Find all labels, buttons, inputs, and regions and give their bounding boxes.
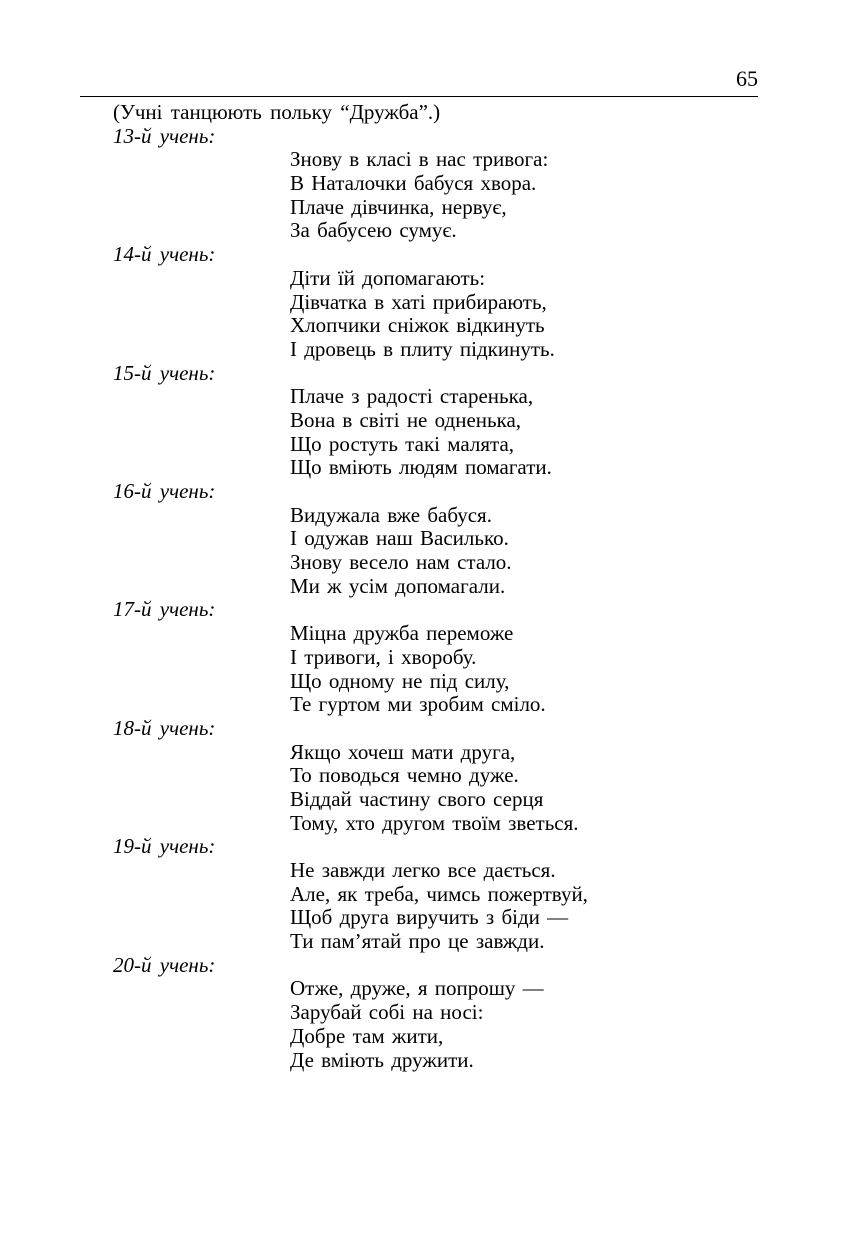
verse-line: Якщо хочеш мати друга,: [290, 739, 516, 764]
speaker-label: 15-й учень:: [113, 360, 216, 385]
verse-line: Вона в світі не одненька,: [290, 407, 522, 432]
verse-line: Дівчатка в хаті прибирають,: [290, 289, 547, 314]
verse-line: Плаче з радості старенька,: [290, 384, 534, 409]
verse-line: Знову весело нам стало.: [290, 550, 512, 575]
verse-line: Отже, друже, я попрошу —: [290, 976, 544, 1001]
stanza: [0, 125, 845, 243]
verse-line: За бабусею сумує.: [290, 218, 457, 243]
verse-line: Що ростуть такі малята,: [290, 431, 515, 456]
verse-line: Де вміють дружити.: [290, 1047, 474, 1072]
speaker-label: 16-й учень:: [113, 479, 216, 503]
verse-line: Віддай частину свого серця: [290, 786, 544, 811]
verse-line: Що одному не під силу,: [290, 668, 510, 693]
verse-line: В Наталочки бабуся хвора.: [290, 171, 537, 196]
verse-line: Не завжди легко все дається.: [290, 858, 556, 882]
page-content: [0, 101, 845, 1072]
verse-line: То поводься чемно дуже.: [290, 763, 519, 788]
verse-line: Плаче дівчинка, нервує,: [290, 194, 507, 219]
verse-line: Але, як треба, чимсь пожертвуй,: [290, 881, 588, 906]
speaker-label: 14-й учень:: [113, 242, 216, 267]
verse-line: І тривоги, і хворобу.: [290, 644, 477, 669]
stanza: [0, 598, 845, 716]
stanza: [0, 362, 845, 480]
verse-line: Те гуртом ми зробим сміло.: [290, 692, 546, 717]
speaker-label: 18-й учень:: [113, 715, 216, 740]
header-rule: [80, 96, 758, 97]
verse-line: Що вміють людям помагати.: [290, 455, 552, 480]
verse-line: Видужала вже бабуся.: [290, 502, 492, 527]
speaker-label: 20-й учень:: [113, 952, 216, 977]
verse-line: Хлопчики сніжок відкинуть: [290, 313, 545, 338]
speaker-label: 17-й учень:: [113, 597, 216, 622]
verse-line: І одужав наш Василько.: [290, 526, 509, 551]
speaker-label: 13-й учень:: [113, 123, 216, 148]
stanza: [0, 835, 845, 953]
verse-line: І дровець в плиту підкинуть.: [290, 336, 555, 361]
stanza: [0, 243, 845, 361]
stanza: [0, 954, 845, 1072]
speaker-label: 19-й учень:: [113, 834, 216, 859]
verse-line: Добре там жити,: [290, 1023, 444, 1048]
verse-line: Ти пам’ятай про це завжди.: [290, 929, 545, 954]
page-number: 65: [736, 66, 758, 91]
stanza: [0, 480, 845, 598]
verse-line: Тому, хто другом твоїм зветься.: [290, 810, 579, 835]
stage-direction: (Учні танцюють польку “Дружба”.): [113, 100, 441, 124]
verse-line: Міцна дружба переможе: [290, 621, 514, 646]
stanza: [0, 717, 845, 835]
verse-line: Діти їй допомагають:: [290, 265, 486, 290]
verse-line: Ми ж усім допомагали.: [290, 573, 506, 598]
verse-line: Зарубай собі на носі:: [290, 1000, 484, 1025]
verse-line: Знову в класі в нас тривога:: [290, 147, 549, 172]
verse-line: Щоб друга виручить з біди —: [290, 905, 569, 930]
